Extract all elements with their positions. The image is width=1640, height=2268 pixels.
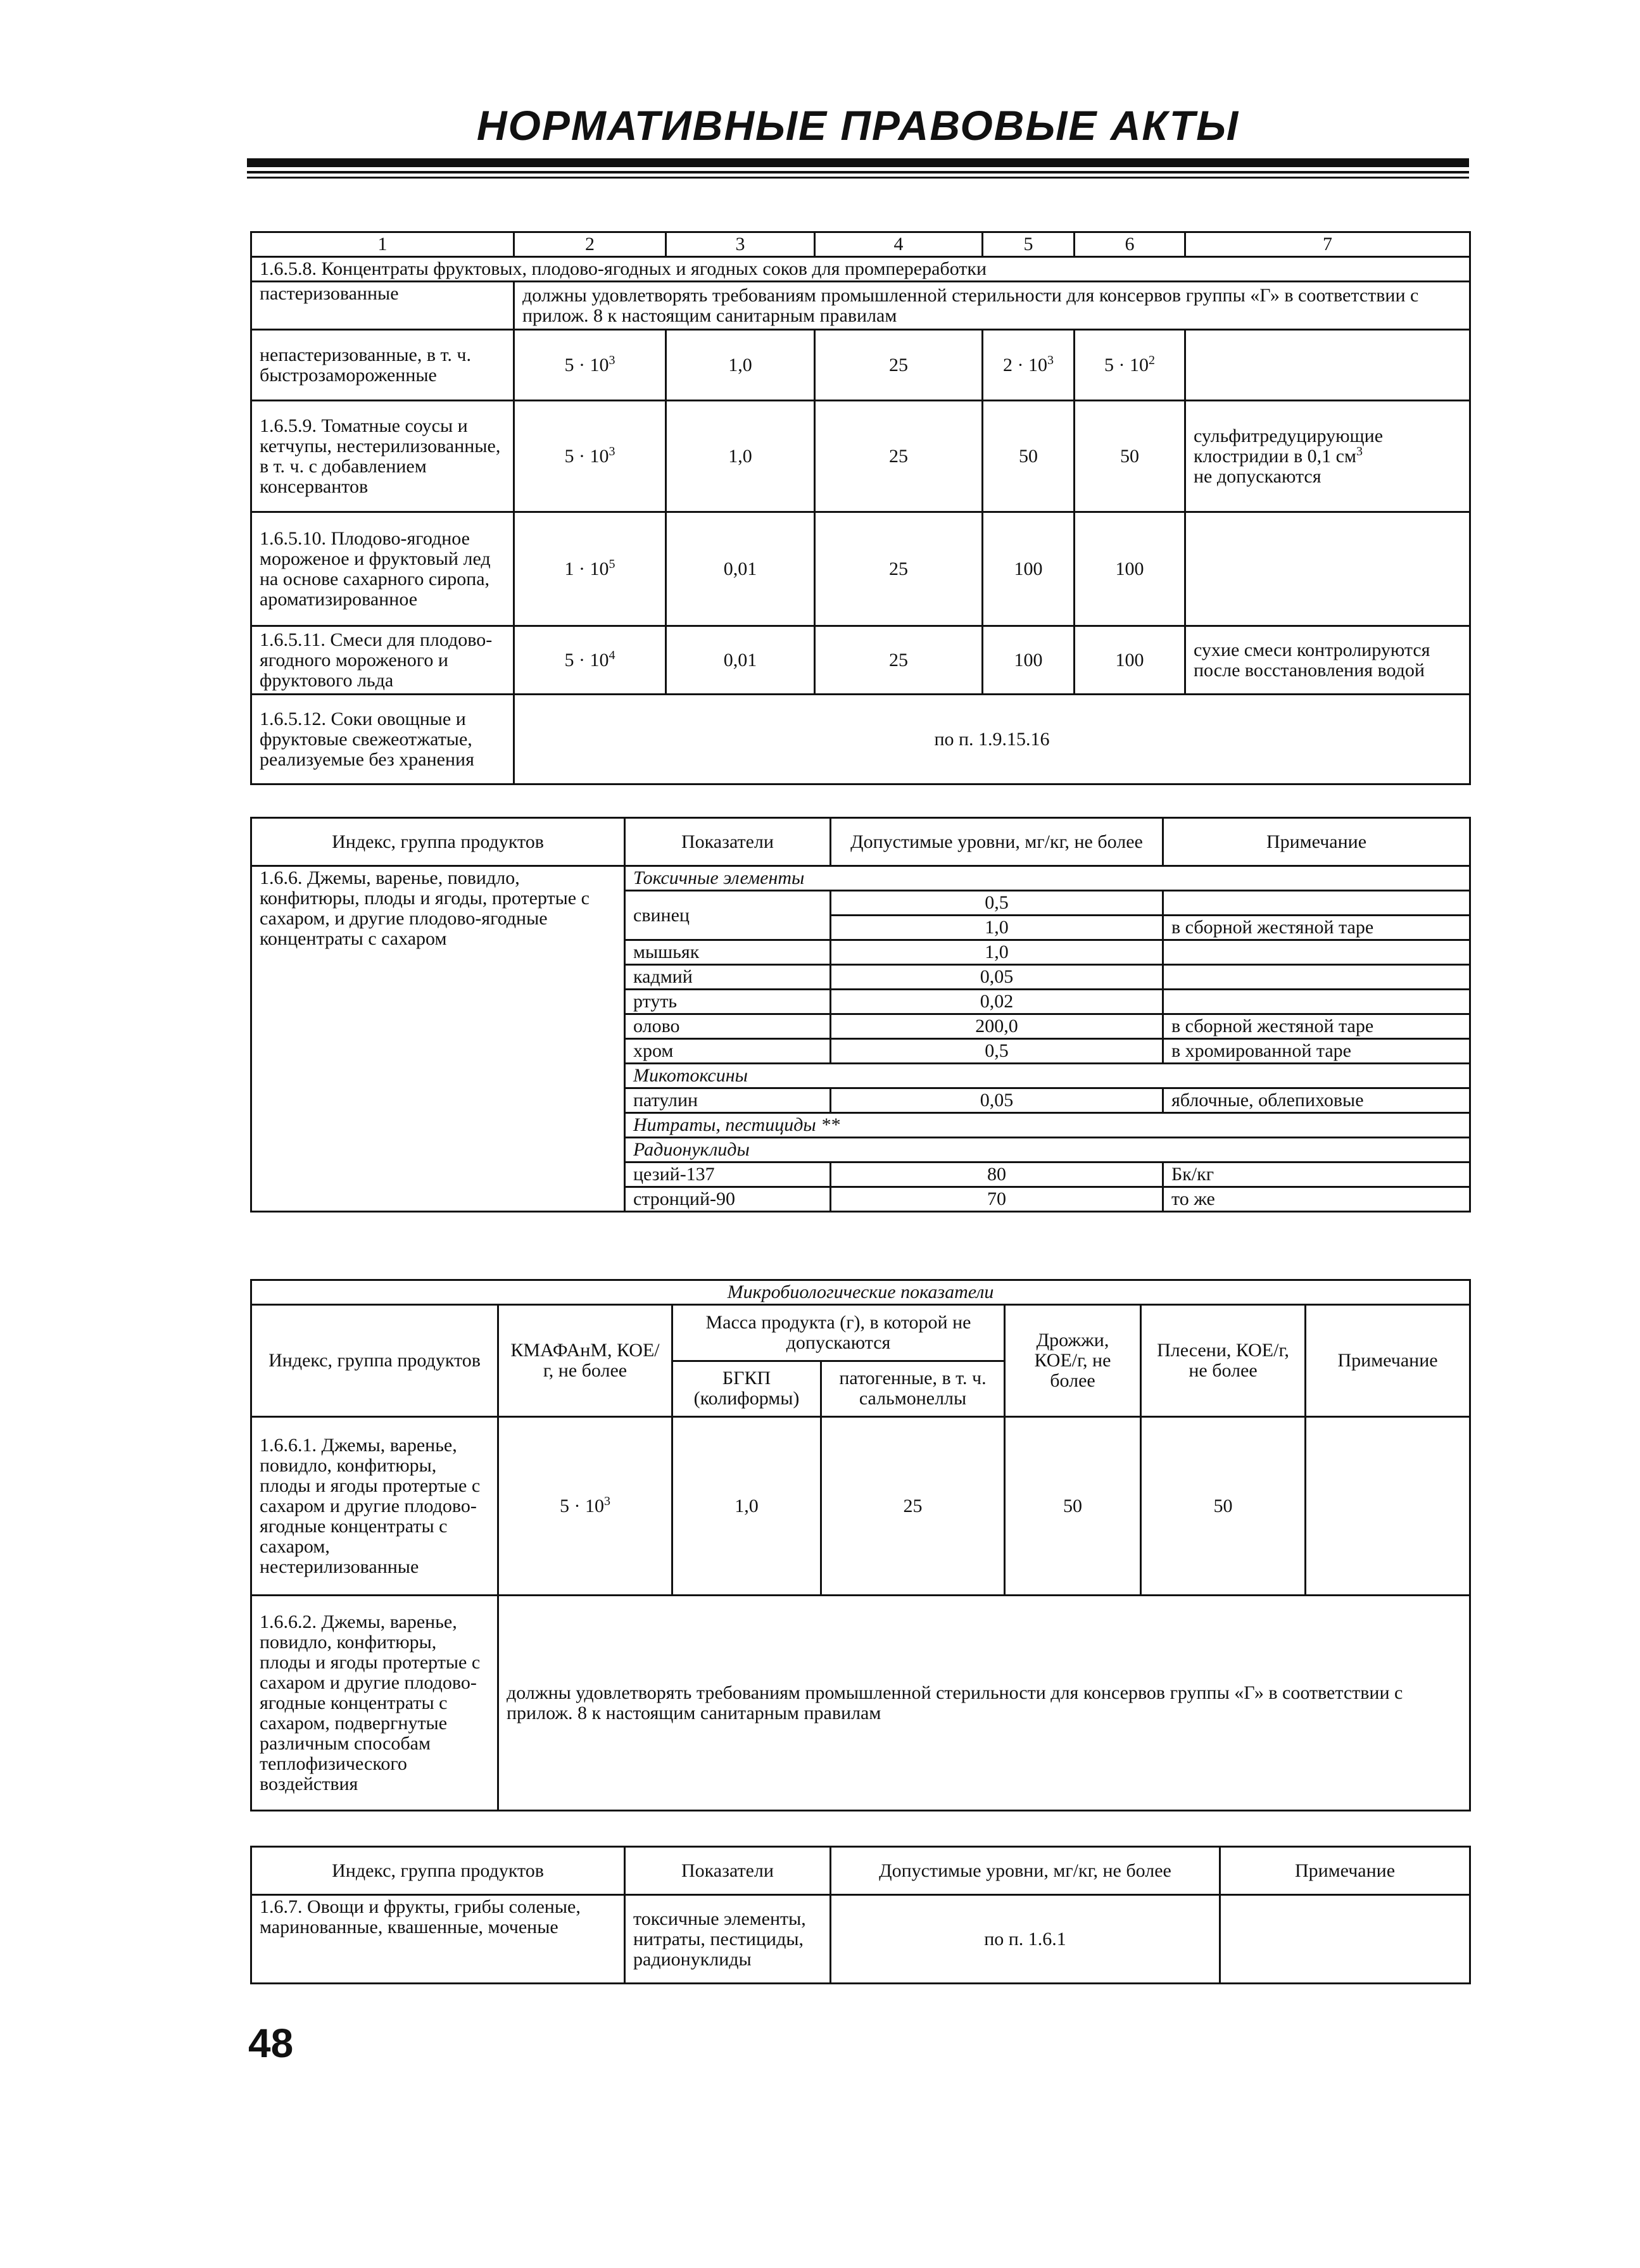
header-note: Примечание [1163,818,1470,866]
header-rule [247,177,1469,179]
header-note: Примечание [1220,1847,1470,1895]
indicator-name: цезий-137 [625,1162,831,1187]
column-number: 2 [514,232,666,257]
cell-bgkp: 1,0 [666,330,815,401]
cell-indicators: токсичные элементы, нитраты, пестициды, радионуклиды [625,1895,831,1984]
subheading-radionuclides: Радионуклиды [625,1138,1470,1162]
indicator-value: 0,05 [831,1088,1163,1113]
cell-mold: 50 [1141,1417,1306,1596]
indicator-note: в хромированной таре [1163,1039,1470,1064]
column-number: 5 [983,232,1075,257]
indicator-name: ртуть [625,990,831,1014]
header-note: Примечание [1306,1305,1470,1417]
cell-kmafanm: $1 \cdot 10^5$ [514,512,666,626]
table-row [251,282,1470,330]
indicator-value: 80 [831,1162,1163,1187]
subheading-toxic: Токсичные элементы [625,866,1470,891]
cell-levels: по п. 1.6.1 [831,1895,1220,1984]
cell-note: сухие смеси контролируются после восстановления водой [1185,626,1470,695]
indicator-name: свинец [625,891,831,940]
cell-kmafanm: $5 \cdot 10^3$ [514,401,666,512]
cell-yeast: 100 [983,626,1075,695]
header-index: Индекс, группа продуктов [251,1305,498,1417]
indicator-note: в сборной жестяной таре [1163,1014,1470,1039]
table-row [251,330,1470,401]
header-levels: Допустимые уровни, мг/кг, не более [831,818,1163,866]
indicator-value: 200,0 [831,1014,1163,1039]
indicator-note: Бк/кг [1163,1162,1470,1187]
indicator-name: хром [625,1039,831,1064]
cell-kmafanm: $5 \cdot 10^3$ [514,330,666,401]
section-heading: 1.6.5.8. Концентраты фруктовых, плодово-ягодных и ягодных соков для промпереработки [251,257,1470,282]
header-indicators: Показатели [625,818,831,866]
section-heading-microbiology: Микробиологические показатели [251,1280,1470,1305]
table-row [251,257,1470,282]
header-levels: Допустимые уровни, мг/кг, не более [831,1847,1220,1895]
table-row [251,1895,1470,1984]
indicator-value: 0,05 [831,965,1163,990]
cell-bgkp: 1,0 [666,401,815,512]
cell-pathogens: 25 [815,512,983,626]
table-row [251,401,1470,512]
table-header-row [251,232,1470,257]
header-bgkp: БГКП (колиформы) [672,1361,821,1417]
row-note: по п. 1.9.15.16 [514,695,1470,784]
cell-pathogens: 25 [815,626,983,695]
subheading-mycotoxins: Микотоксины [625,1064,1470,1088]
row-label: пастеризованные [251,282,514,330]
cell-mold: $5 \cdot 10^2$ [1075,330,1185,401]
indicator-note [1163,891,1470,916]
row-note: должны удовлетворять требованиям промышленной стерильности для консервов группы «Г» в соответствии с прилож. 8 к настоящим санитарным правилам [498,1596,1470,1811]
indicator-name: стронций-90 [625,1187,831,1212]
row-label: 1.6.5.10. Плодово-ягодное мороженое и фруктовый лед на основе сахарного сиропа, ароматизированное [251,512,514,626]
cell-yeast: 50 [1005,1417,1141,1596]
table-header-row [251,818,1470,866]
indicator-note: в сборной жестяной таре [1163,916,1470,940]
row-label: 1.6.6.1. Джемы, варенье, повидло, конфитюры, плоды и ягоды протертые с сахаром и другие плодово-ягодные концентраты с сахаром, нестерилизованные [251,1417,498,1596]
header-yeast: Дрожжи, КОЕ/г, не более [1005,1305,1141,1417]
indicator-name: патулин [625,1088,831,1113]
cell-yeast: 100 [983,512,1075,626]
cell-yeast: $2 \cdot 10^3$ [983,330,1075,401]
table-header-row [251,1847,1470,1895]
table-row [251,512,1470,626]
table-row [251,866,1470,891]
table-row [251,626,1470,695]
cell-pathogens: 25 [815,401,983,512]
row-label: 1.6.5.9. Томатные соусы и кетчупы, нестерилизованные, в т. ч. с добавлением консервантов [251,401,514,512]
column-number: 1 [251,232,514,257]
cell-pathogens: 25 [815,330,983,401]
header-indicators: Показатели [625,1847,831,1895]
header-kmafanm: КМАФАнМ, КОЕ/г, не более [498,1305,672,1417]
table-row [251,1417,1470,1596]
cell-kmafanm: $5 \cdot 10^4$ [514,626,666,695]
header-mass: Масса продукта (г), в которой не допускаются [672,1305,1005,1361]
indicator-value: 1,0 [831,916,1163,940]
header-pathogens: патогенные, в т. ч. сальмонеллы [821,1361,1005,1417]
indicator-note: то же [1163,1187,1470,1212]
header-rule [247,158,1469,167]
table-header-row [251,1305,1470,1361]
indicator-note [1163,965,1470,990]
row-label: 1.6.6.2. Джемы, варенье, повидло, конфитюры, плоды и ягоды протертые с сахаром и другие плодово-ягодные концентраты с сахаром, подвергнутые различным способам теплофизического воздействия [251,1596,498,1811]
header-mold: Плесени, КОЕ/г, не более [1141,1305,1306,1417]
subheading-nitrates: Нитраты, пестициды ** [625,1113,1470,1138]
cell-note [1306,1417,1470,1596]
indicator-name: кадмий [625,965,831,990]
page-number: 48 [248,2020,294,2066]
table-row [251,695,1470,784]
cell-note: сульфитредуцирующие клостридии в 0,1 $см^3$ не допускаются [1185,401,1470,512]
cell-bgkp: 0,01 [666,512,815,626]
indicator-value: 1,0 [831,940,1163,965]
header-index: Индекс, группа продуктов [251,818,625,866]
row-label: 1.6.5.11. Смеси для плодово-ягодного мороженого и фруктового льда [251,626,514,695]
cell-kmafanm: $5 \cdot 10^3$ [498,1417,672,1596]
cell-pathogens: 25 [821,1417,1005,1596]
cell-note [1185,512,1470,626]
column-number: 3 [666,232,815,257]
row-note: должны удовлетворять требованиям промышленной стерильности для консервов группы «Г» в соответствии с прилож. 8 к настоящим санитарным правилам [514,282,1470,330]
cell-bgkp: 0,01 [666,626,815,695]
table-row [251,1596,1470,1811]
indicator-name: олово [625,1014,831,1039]
indicator-value: 70 [831,1187,1163,1212]
indicator-note [1163,940,1470,965]
contaminants-table-vegetables [250,1846,1471,1984]
row-label: непастеризованные, в т. ч. быстрозамороженные [251,330,514,401]
indicator-value: 0,5 [831,1039,1163,1064]
row-label: 1.6.7. Овощи и фрукты, грибы соленые, маринованные, квашенные, моченые [251,1895,625,1984]
cell-mold: 100 [1075,626,1185,695]
cell-bgkp: 1,0 [672,1417,821,1596]
column-number: 4 [815,232,983,257]
header-rule [247,171,1469,173]
group-label: 1.6.6. Джемы, варенье, повидло, конфитюры, плоды и ягоды, протертые с сахаром, и другие плодово-ягодные концентраты с сахаром [251,866,625,1212]
row-label: 1.6.5.12. Соки овощные и фруктовые свежеотжатые, реализуемые без хранения [251,695,514,784]
cell-note [1220,1895,1470,1984]
table-row [251,1280,1470,1305]
indicator-note: яблочные, облепиховые [1163,1088,1470,1113]
microbiology-table-juices [250,231,1471,785]
indicator-value: 0,02 [831,990,1163,1014]
indicator-note [1163,990,1470,1014]
microbiology-table-jams [250,1279,1471,1811]
indicator-name: мышьяк [625,940,831,965]
cell-mold: 50 [1075,401,1185,512]
column-number: 7 [1185,232,1470,257]
page-header-title: НОРМАТИВНЫЕ ПРАВОВЫЕ АКТЫ [476,102,1240,149]
cell-mold: 100 [1075,512,1185,626]
indicator-value: 0,5 [831,891,1163,916]
header-index: Индекс, группа продуктов [251,1847,625,1895]
cell-yeast: 50 [983,401,1075,512]
contaminants-table-jams [250,817,1471,1213]
cell-note [1185,330,1470,401]
column-number: 6 [1075,232,1185,257]
